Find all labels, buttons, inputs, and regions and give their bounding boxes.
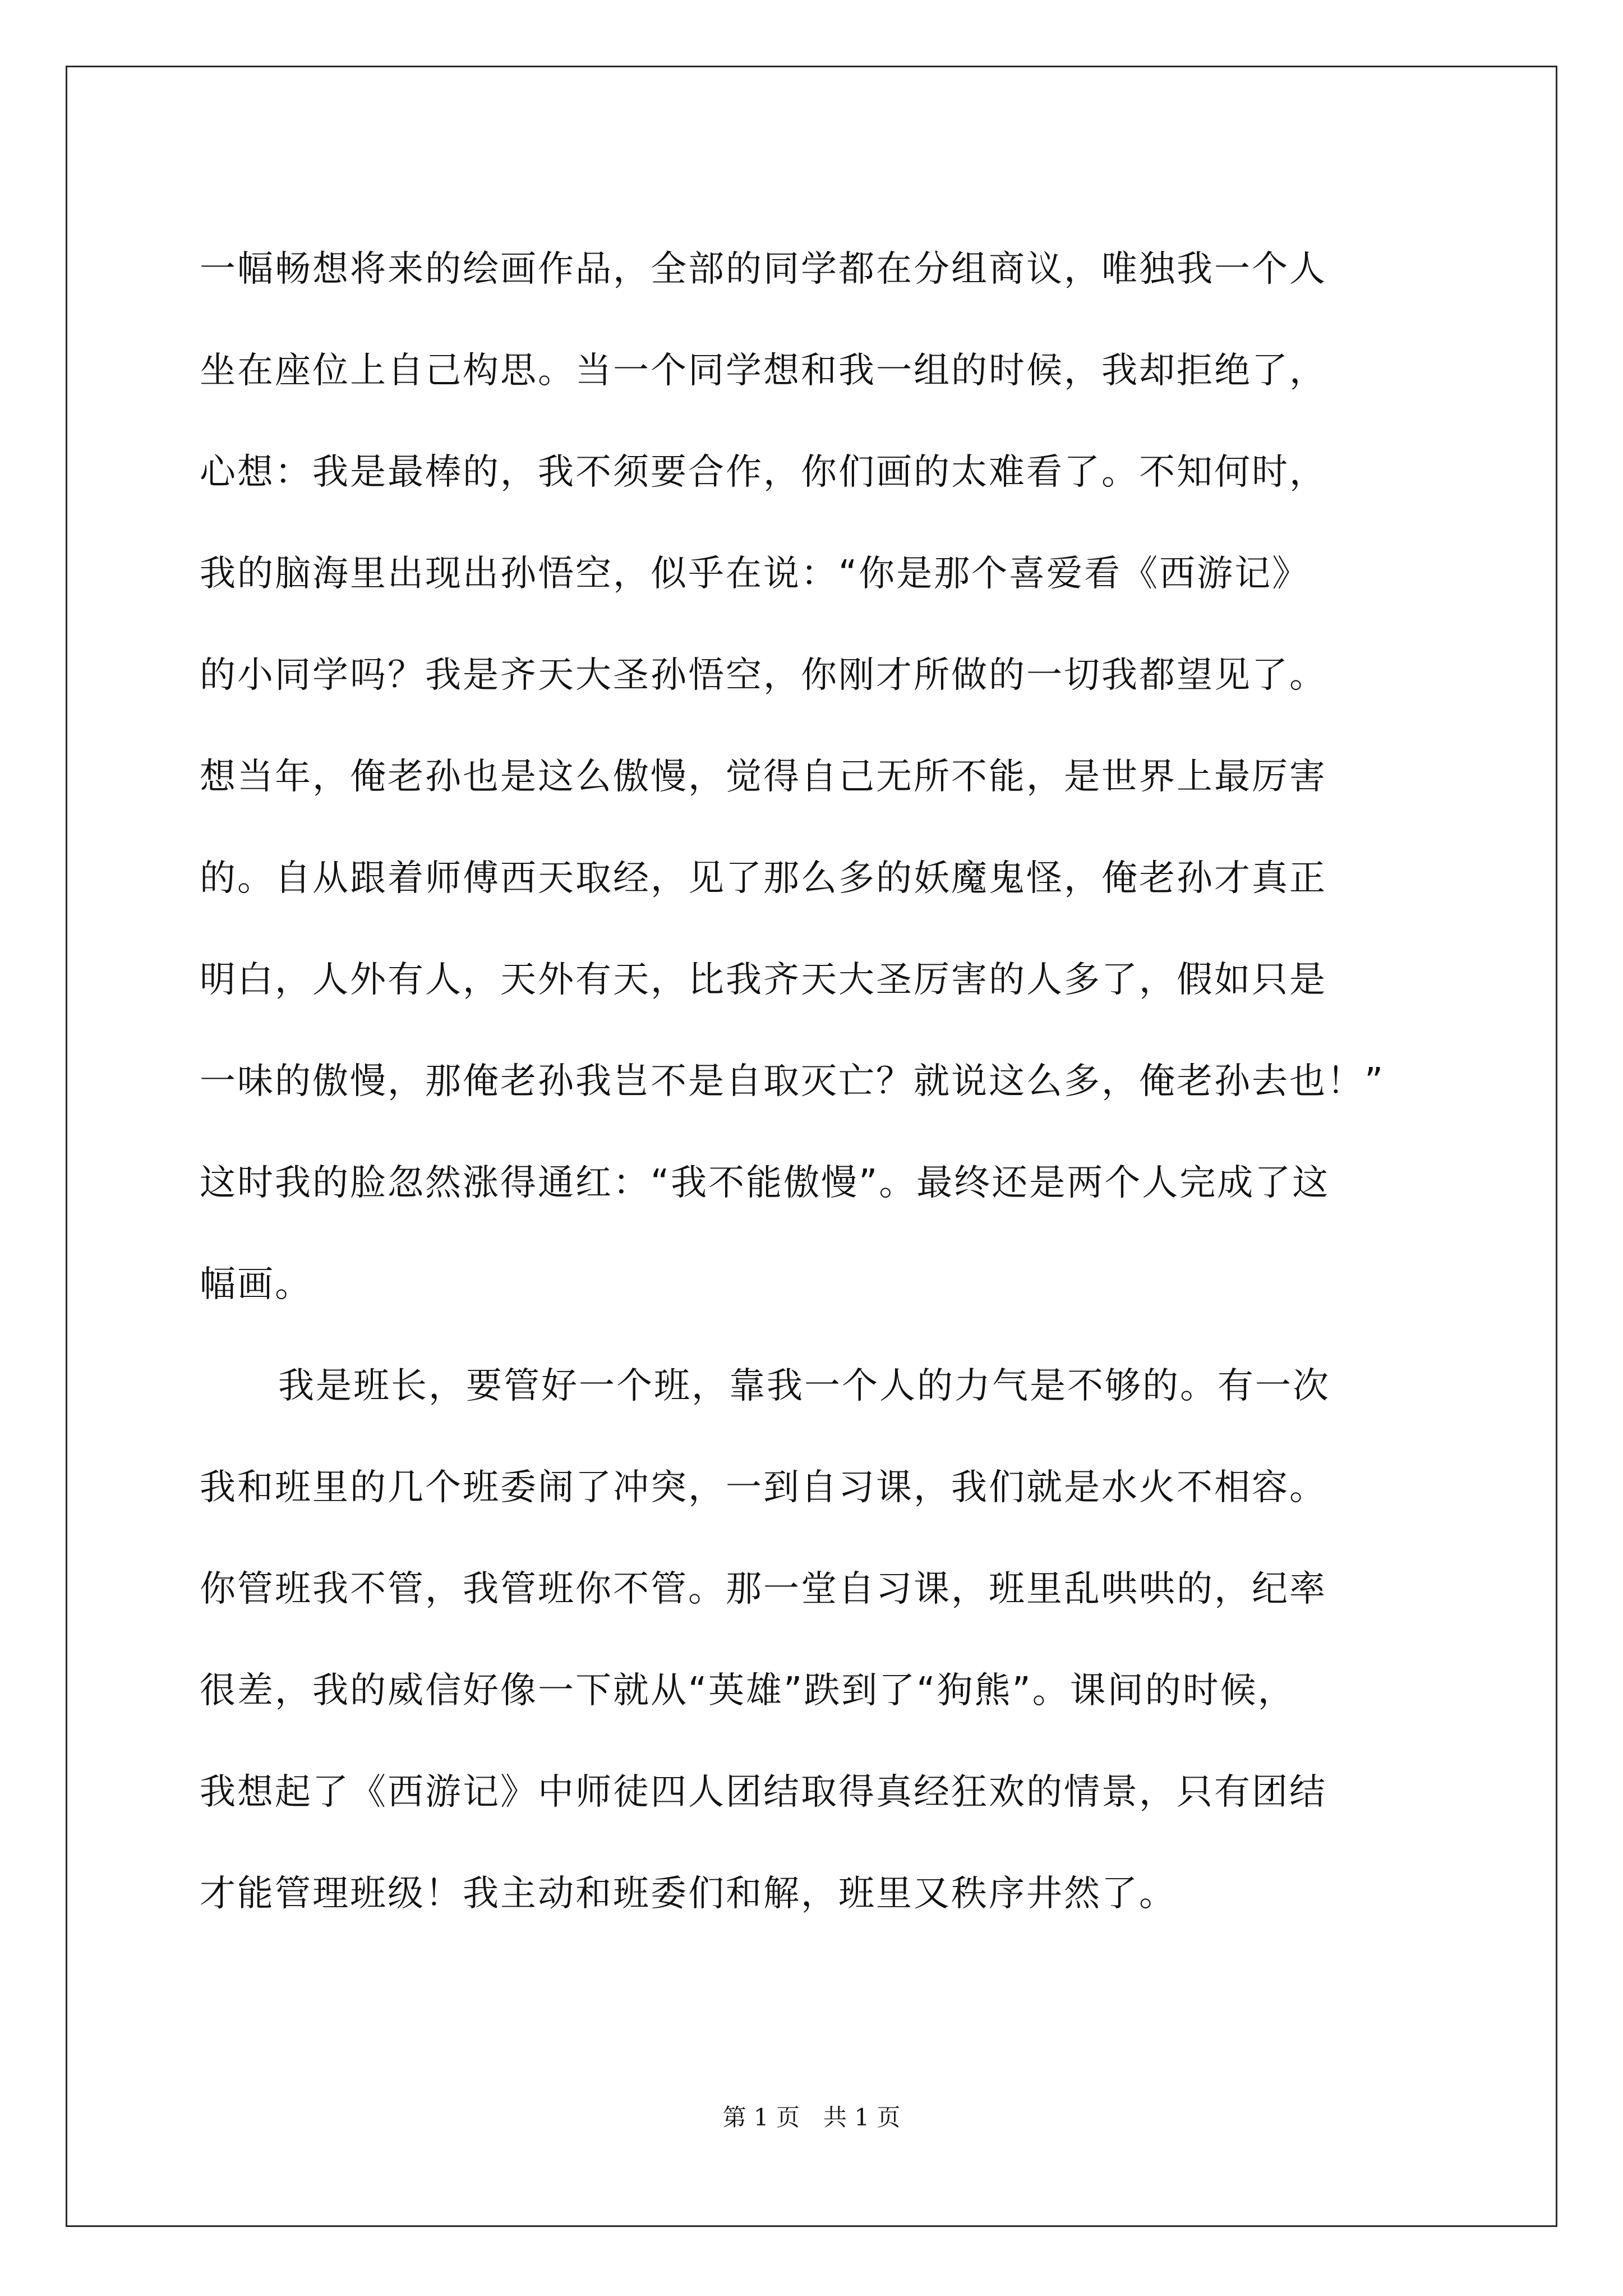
text-line: 我的脑海里出现出孙悟空，似乎在说：“你是那个喜爱看《西游记》 [200,553,1310,595]
text-line: 一幅畅想将来的绘画作品，全部的同学都在分组商议，唯独我一个人 [200,249,1327,290]
text-line: 的小同学吗？我是齐天大圣孙悟空，你刚才所做的一切我都望见了。 [200,655,1327,696]
text-line: 的。自从跟着师傅西天取经，见了那么多的妖魔鬼怪，俺老孙才真正 [200,858,1327,899]
text-line: 我和班里的几个班委闹了冲突，一到自习课，我们就是水火不相容。 [200,1467,1327,1508]
document-body [200,219,1433,1945]
text-line: 这时我的脸忽然涨得通红：“我不能傲慢”。最终还是两个人完成了这 [200,1162,1330,1204]
text-line: 幅画。 [200,1264,312,1305]
text-line: 我想起了《西游记》中师徒四人团结取得真经狂欢的情景，只有团结 [200,1772,1327,1813]
text-line: 明白，人外有人，天外有天，比我齐天大圣厉害的人多了，假如只是 [200,959,1327,1001]
text-line: 想当年，俺老孙也是这么傲慢，觉得自己无所不能，是世界上最厉害 [200,756,1327,798]
page-number-footer: 第 1 页 共 1 页 [722,2104,901,2131]
text-line: 才能管理班级！我主动和班委们和解，班里又秩序井然了。 [200,1873,1177,1915]
text-line: 心想：我是最棒的，我不须要合作，你们画的太难看了。不知何时， [200,452,1327,493]
paragraph-start-line: 我是班长，要管好一个班，靠我一个人的力气是不够的。有一次 [278,1365,1330,1407]
text-line: 坐在座位上自己构思。当一个同学想和我一组的时候，我却拒绝了， [200,350,1327,392]
text-line: 很差，我的威信好像一下就从“英雄”跌到了“狗熊”。课间的时候， [200,1670,1295,1711]
text-line: 你管班我不管，我管班你不管。那一堂自习课，班里乱哄哄的，纪率 [200,1568,1327,1610]
text-line: 一味的傲慢，那俺老孙我岂不是自取灭亡？就说这么多，俺老孙去也！” [200,1061,1385,1102]
